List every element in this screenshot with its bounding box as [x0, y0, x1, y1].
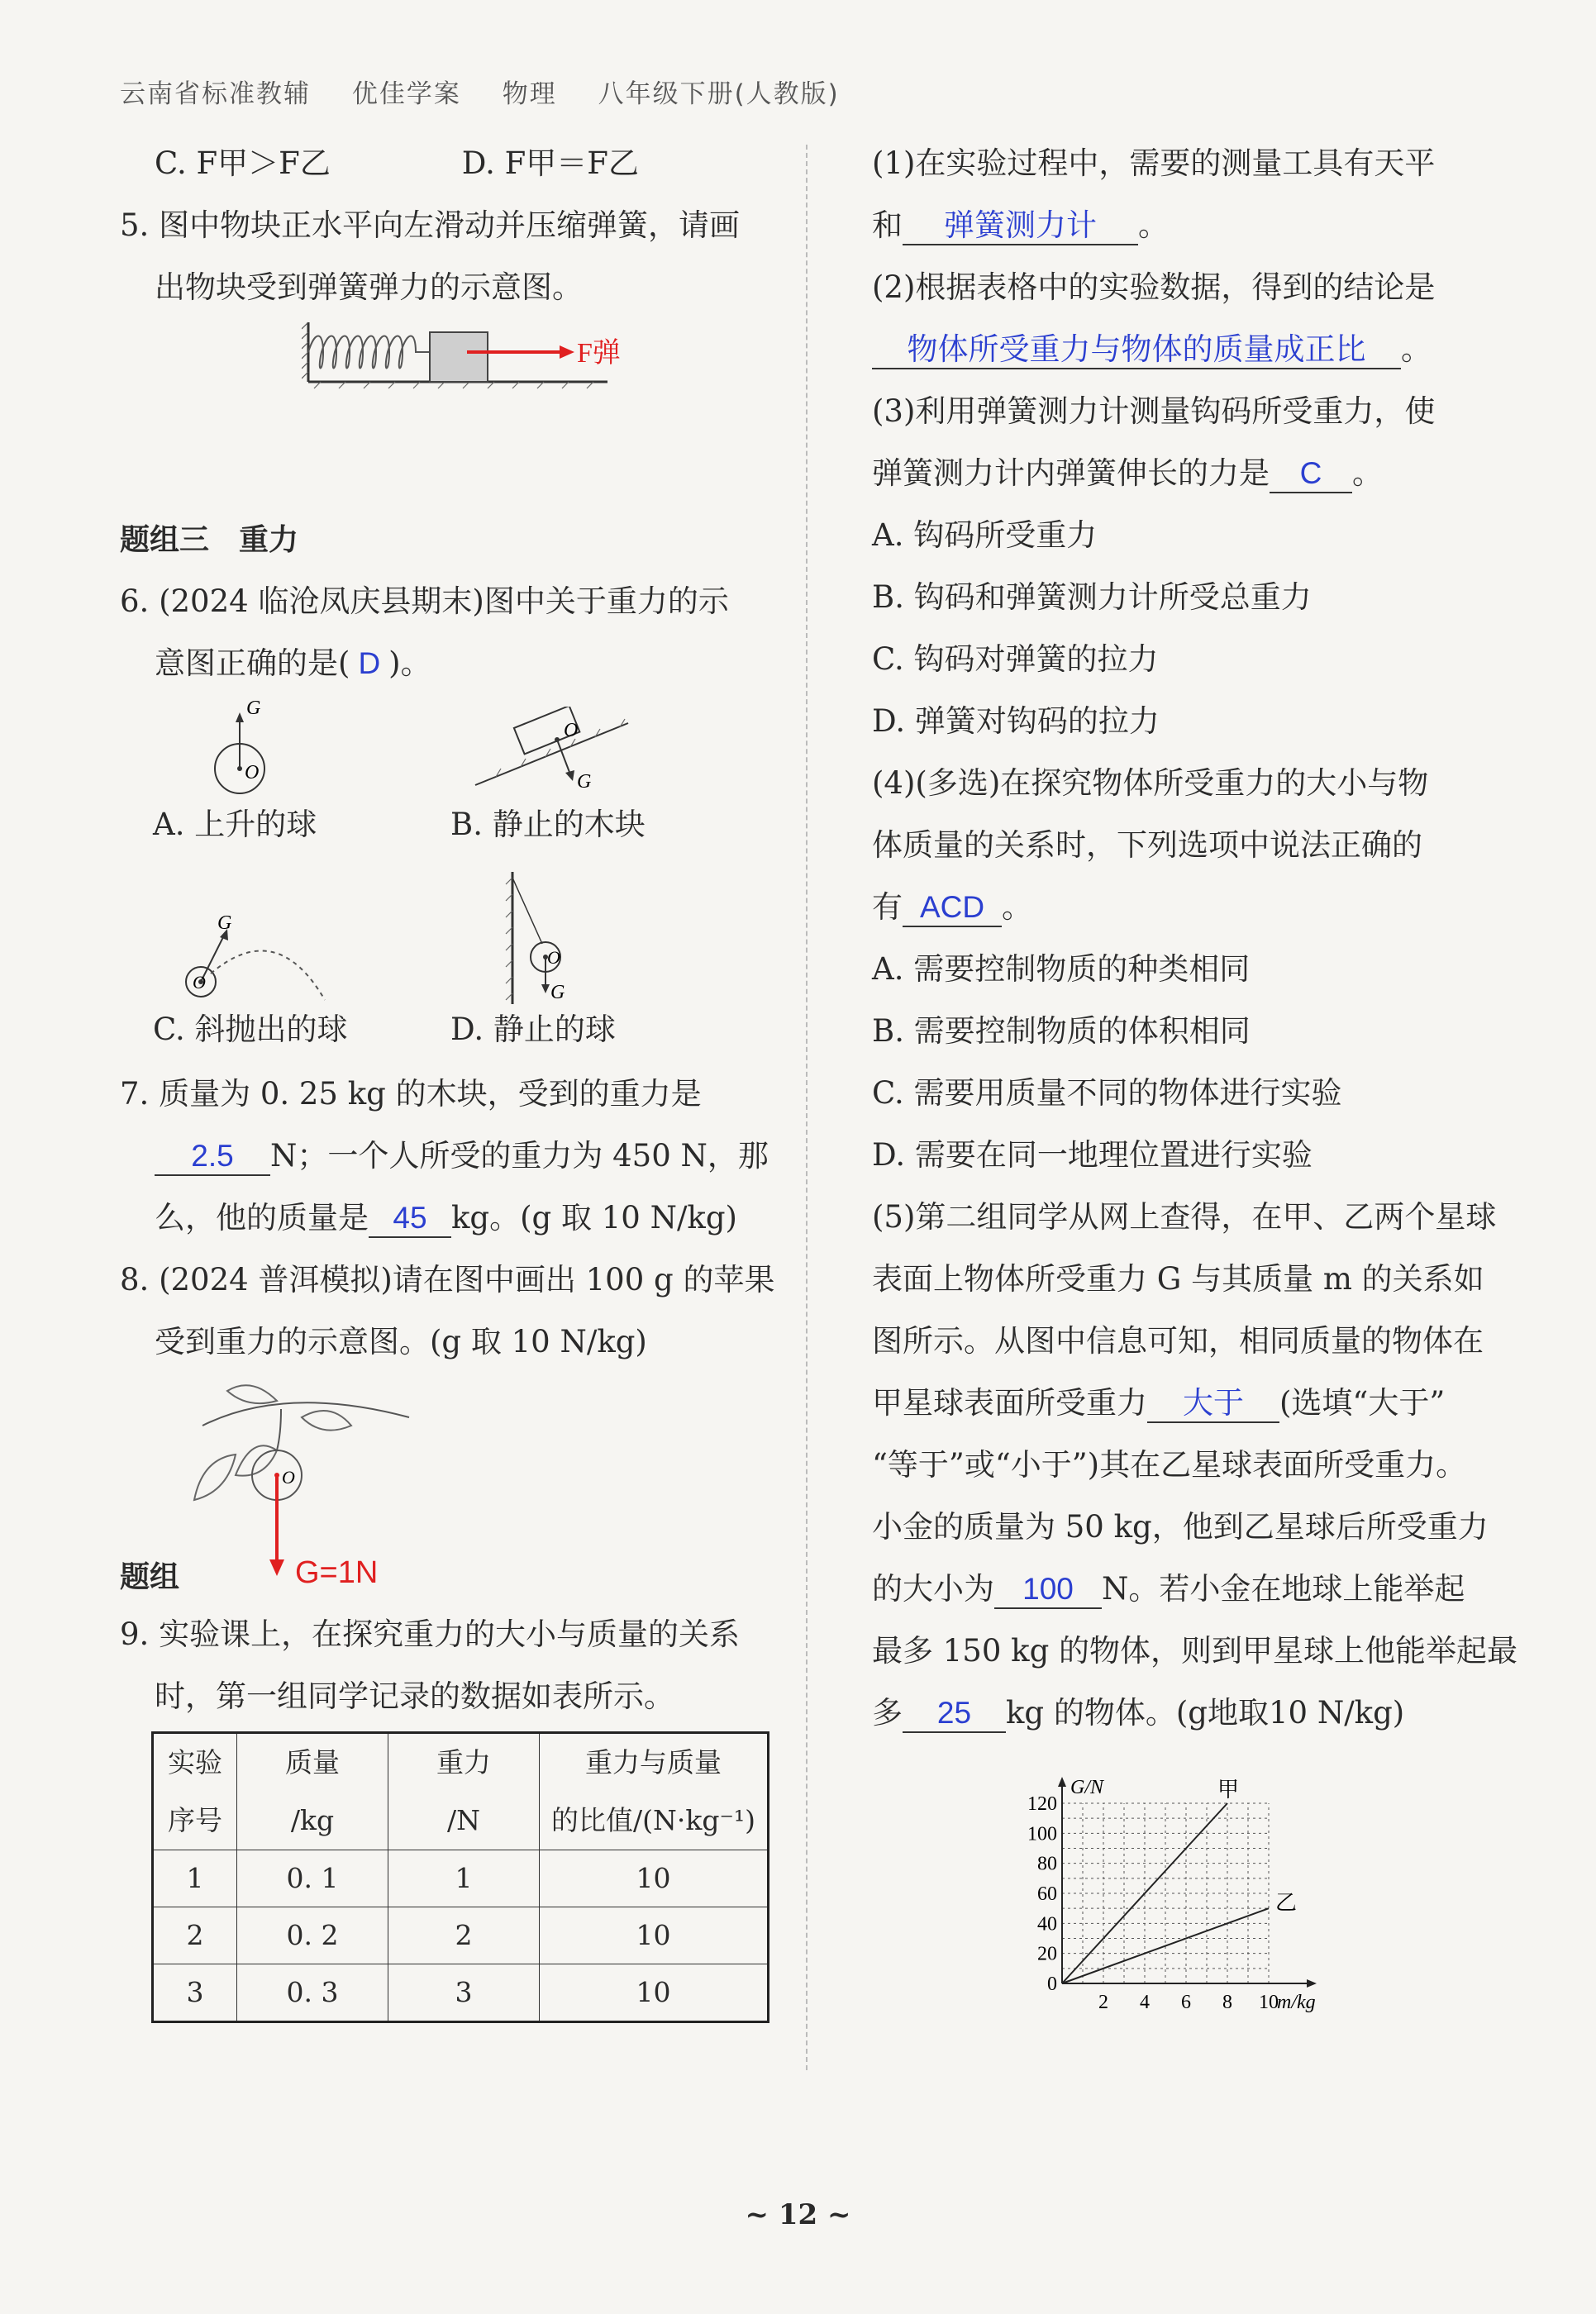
- q7-answer-1: 2.5: [155, 1138, 270, 1176]
- y-tick-label: 100: [1027, 1823, 1057, 1845]
- page-number: ~ 12 ~: [745, 2198, 851, 2231]
- spring-force-label: F弹: [577, 338, 621, 369]
- q9-line2: 时，第一组同学记录的数据如表所示。: [155, 1678, 674, 1714]
- leaf: [227, 1385, 277, 1403]
- table-row: [153, 1850, 769, 1907]
- r-q1-line2: [872, 194, 1500, 256]
- r-q5-line4: [872, 1372, 1500, 1434]
- table-header: 实验 序号: [153, 1733, 237, 1850]
- r-q5-line2: 表面上物体所受重力 G 与其质量 m 的关系如: [872, 1261, 1484, 1297]
- r-q1-answer: 弹簧测力计: [903, 207, 1138, 245]
- table-cell: 0. 1: [237, 1850, 388, 1907]
- x-axis-label: m/kg: [1277, 1992, 1316, 2013]
- table-cell: 10: [540, 1907, 769, 1964]
- r-q4-answer: ACD: [903, 889, 1002, 927]
- r-q1-post: 。: [1138, 207, 1169, 243]
- r-q5-line6: 小金的质量为 50 kg，他到乙星球后所受重力: [872, 1509, 1489, 1545]
- q6-line2-pre: 意图正确的是(: [155, 645, 350, 681]
- table-header: 质量 /kg: [237, 1733, 388, 1850]
- y-tick-label: 80: [1037, 1853, 1057, 1875]
- fig-d-o-label: O: [547, 947, 560, 968]
- header-series: 云南省标准教辅: [120, 79, 311, 109]
- table-cell: 10: [540, 1964, 769, 2022]
- y-axis-arrow: [1058, 1777, 1066, 1787]
- q7-line1: 7. 质量为 0. 25 kg 的木块，受到的重力是: [120, 1076, 702, 1112]
- r-q4-line3: [872, 876, 1500, 938]
- spring-force-arrowhead: [560, 345, 574, 359]
- y-tick-label: 40: [1037, 1913, 1057, 1935]
- branch: [202, 1402, 409, 1426]
- q7-answer-2: 45: [369, 1200, 451, 1238]
- fig-d-hanging-ball: [496, 868, 595, 1008]
- r-q5-line7: [872, 1558, 1500, 1620]
- r-q3-pre: 弹簧测力计内弹簧伸长的力是: [872, 455, 1270, 491]
- q8-line1: 8. (2024 普洱模拟)请在图中画出 100 g 的苹果: [120, 1262, 775, 1297]
- x-tick-label: 6: [1181, 1992, 1191, 2013]
- leaf: [194, 1455, 236, 1500]
- y-axis-label: G/N: [1070, 1777, 1104, 1798]
- spring: [308, 336, 430, 369]
- r-q5-line3: 图所示。从图中信息可知，相同质量的物体在: [872, 1323, 1484, 1359]
- q7-line3-post: kg。(g 取 10 N/kg): [451, 1200, 737, 1236]
- series-label: 乙: [1275, 1891, 1298, 1916]
- page-header: [120, 73, 871, 110]
- table-cell: 1: [388, 1850, 540, 1907]
- table-cell: 0. 2: [237, 1907, 388, 1964]
- r-q4-post: 。: [1002, 889, 1032, 925]
- table-header-row: [153, 1733, 769, 1850]
- x-tick-label: 2: [1098, 1992, 1108, 2013]
- fig-d-g-label: G: [550, 982, 565, 1003]
- r-q3-option-b: B. 钩码和弹簧测力计所受总重力: [872, 579, 1312, 615]
- r-q5-answer-3: 25: [903, 1695, 1006, 1733]
- table-cell: 1: [153, 1850, 237, 1907]
- column-divider: [806, 145, 808, 2070]
- q6-option-b: B. 静止的木块: [450, 807, 646, 842]
- fig-b-o-label: O: [564, 720, 579, 741]
- table-cell: 2: [153, 1907, 237, 1964]
- r-q5-line9: [872, 1682, 1500, 1744]
- left-column: [120, 132, 781, 318]
- x-axis-arrow: [1307, 1979, 1317, 1988]
- series-label: 甲: [1217, 1778, 1240, 1802]
- r-q5-answer-2: 100: [994, 1571, 1102, 1609]
- q9-block: [120, 1603, 781, 1727]
- r-q2-answer: 物体所受重力与物体的质量成正比: [872, 331, 1401, 369]
- fig-c-g-label: G: [217, 912, 232, 934]
- r-q5-answer-1: 大于: [1147, 1385, 1279, 1423]
- q7-line3-pre: 么，他的质量是: [155, 1200, 369, 1236]
- r-q4-option-a: A. 需要控制物质的种类相同: [872, 951, 1251, 987]
- q8-line2: 受到重力的示意图。(g 取 10 N/kg): [155, 1324, 647, 1359]
- q5-line2: 出物块受到弹簧弹力的示意图。: [155, 269, 583, 305]
- q6-option-c: C. 斜抛出的球: [153, 1012, 348, 1047]
- r-q3-option-c: C. 钩码对弹簧的拉力: [872, 641, 1159, 677]
- r-q5-line8: 最多 150 kg 的物体，则到甲星球上他能举起最: [872, 1633, 1518, 1669]
- q7-q8-block: [120, 1063, 781, 1373]
- y-tick-label: 120: [1027, 1793, 1057, 1815]
- q6-option-a: A. 上升的球: [153, 807, 317, 842]
- r-q4-line1: (4)(多选)在探究物体所受重力的大小与物: [872, 765, 1429, 801]
- table-header: 重力 /N: [388, 1733, 540, 1850]
- table-cell: 3: [388, 1964, 540, 2022]
- r-q2-line2: [872, 318, 1500, 380]
- fig-a-o-label: O: [245, 762, 260, 783]
- r-q2-line1: (2)根据表格中的实验数据，得到的结论是: [872, 269, 1436, 305]
- data-table: [151, 1731, 769, 2023]
- header-book: 优佳学案: [351, 79, 461, 109]
- q6-line2: [120, 632, 781, 694]
- right-column: [872, 132, 1518, 1744]
- q4-option-d: D. F甲＝F乙: [461, 145, 639, 181]
- fig-a-rising-ball: [190, 694, 306, 802]
- r-q5-line1: (5)第二组同学从网上查得，在甲、乙两个星球: [872, 1199, 1497, 1235]
- table-row: [153, 1964, 769, 2022]
- r-q5-line7-pre: 的大小为: [872, 1571, 994, 1607]
- section4-title: 题组: [120, 1560, 180, 1594]
- r-q5-line7-post: N。若小金在地球上能举起: [1102, 1571, 1465, 1607]
- r-q1-line1: (1)在实验过程中，需要的测量工具有天平: [872, 145, 1436, 181]
- block: [430, 332, 488, 382]
- r-q3-line2: [872, 442, 1500, 504]
- gravity-arrowhead: [269, 1559, 284, 1576]
- q5-line1: 5. 图中物块正水平向左滑动并压缩弹簧，请画: [120, 207, 741, 243]
- leaf: [302, 1411, 351, 1431]
- fig-c-thrown-ball: [178, 901, 343, 1008]
- q7-line2: [120, 1125, 781, 1187]
- chart-grid: [1062, 1803, 1269, 1983]
- y-tick-label: 20: [1037, 1943, 1057, 1965]
- header-subject: 物理: [502, 79, 557, 109]
- r-q4-option-c: C. 需要用质量不同的物体进行实验: [872, 1075, 1342, 1111]
- section3-title: 题组三 重力: [120, 523, 299, 557]
- q7-line3: [120, 1187, 781, 1249]
- y-tick-label: 60: [1037, 1883, 1057, 1905]
- r-q3-option-d: D. 弹簧对钩码的拉力: [872, 703, 1160, 739]
- r-q2-post: 。: [1401, 331, 1432, 367]
- apple-o-label: O: [282, 1467, 295, 1488]
- q6-line1: 6. (2024 临沧凤庆县期末)图中关于重力的示: [120, 583, 729, 619]
- g-m-chart: [1012, 1769, 1343, 2016]
- header-grade: 八年级下册(人教版): [598, 79, 840, 109]
- r-q5-line9-pre: 多: [872, 1695, 903, 1731]
- q7-line2-post: N；一个人所受的重力为 450 N，那: [270, 1138, 769, 1174]
- r-q3-option-a: A. 钩码所受重力: [872, 517, 1098, 553]
- fig-b-g-label: G: [577, 771, 592, 793]
- r-q3-post: 。: [1352, 455, 1383, 491]
- r-q5-line4-post: (选填“大于”: [1279, 1385, 1446, 1421]
- r-q4-option-d: D. 需要在同一地理位置进行实验: [872, 1137, 1313, 1173]
- table-cell: 10: [540, 1850, 769, 1907]
- apple-figure: [186, 1376, 426, 1591]
- origin-label: 0: [1047, 1974, 1057, 1995]
- q6-block: [120, 570, 781, 694]
- table-header: 重力与质量 的比值/(N·kg⁻¹): [540, 1733, 769, 1850]
- fig-a-g-label: G: [246, 698, 261, 719]
- x-tick-label: 4: [1140, 1992, 1150, 2013]
- gravity-label: G=1N: [295, 1555, 379, 1590]
- r-q3-line1: (3)利用弹簧测力计测量钩码所受重力，使: [872, 393, 1436, 429]
- spring-figure: [302, 314, 632, 405]
- x-tick-label: 10: [1259, 1992, 1279, 2013]
- r-q3-answer: C: [1270, 455, 1352, 493]
- r-q5-line5: “等于”或“小于”)其在乙星球表面所受重力。: [872, 1447, 1467, 1483]
- fig-b-block-on-slope: [471, 707, 636, 806]
- q4-option-c: C. F甲＞F乙: [155, 145, 331, 181]
- stem: [277, 1409, 281, 1450]
- table-cell: 2: [388, 1907, 540, 1964]
- r-q4-line2: 体质量的关系时，下列选项中说法正确的: [872, 827, 1422, 863]
- q6-line2-post: )。: [388, 645, 431, 681]
- q6-answer: D: [358, 646, 381, 680]
- fig-c-o-label: O: [193, 972, 206, 993]
- r-q1-pre: 和: [872, 207, 903, 243]
- table-cell: 3: [153, 1964, 237, 2022]
- r-q5-line4-pre: 甲星球表面所受重力: [872, 1385, 1147, 1421]
- q9-line1: 9. 实验课上，在探究重力的大小与质量的关系: [120, 1616, 741, 1652]
- r-q4-option-b: B. 需要控制物质的体积相同: [872, 1013, 1251, 1049]
- r-q5-line9-post: kg 的物体。(g地取10 N/kg): [1006, 1695, 1405, 1731]
- table-cell: 0. 3: [237, 1964, 388, 2022]
- x-tick-label: 8: [1222, 1992, 1232, 2013]
- q6-option-d: D. 静止的球: [450, 1012, 616, 1047]
- table-row: [153, 1907, 769, 1964]
- r-q4-pre: 有: [872, 889, 903, 925]
- q4-options: [120, 132, 781, 194]
